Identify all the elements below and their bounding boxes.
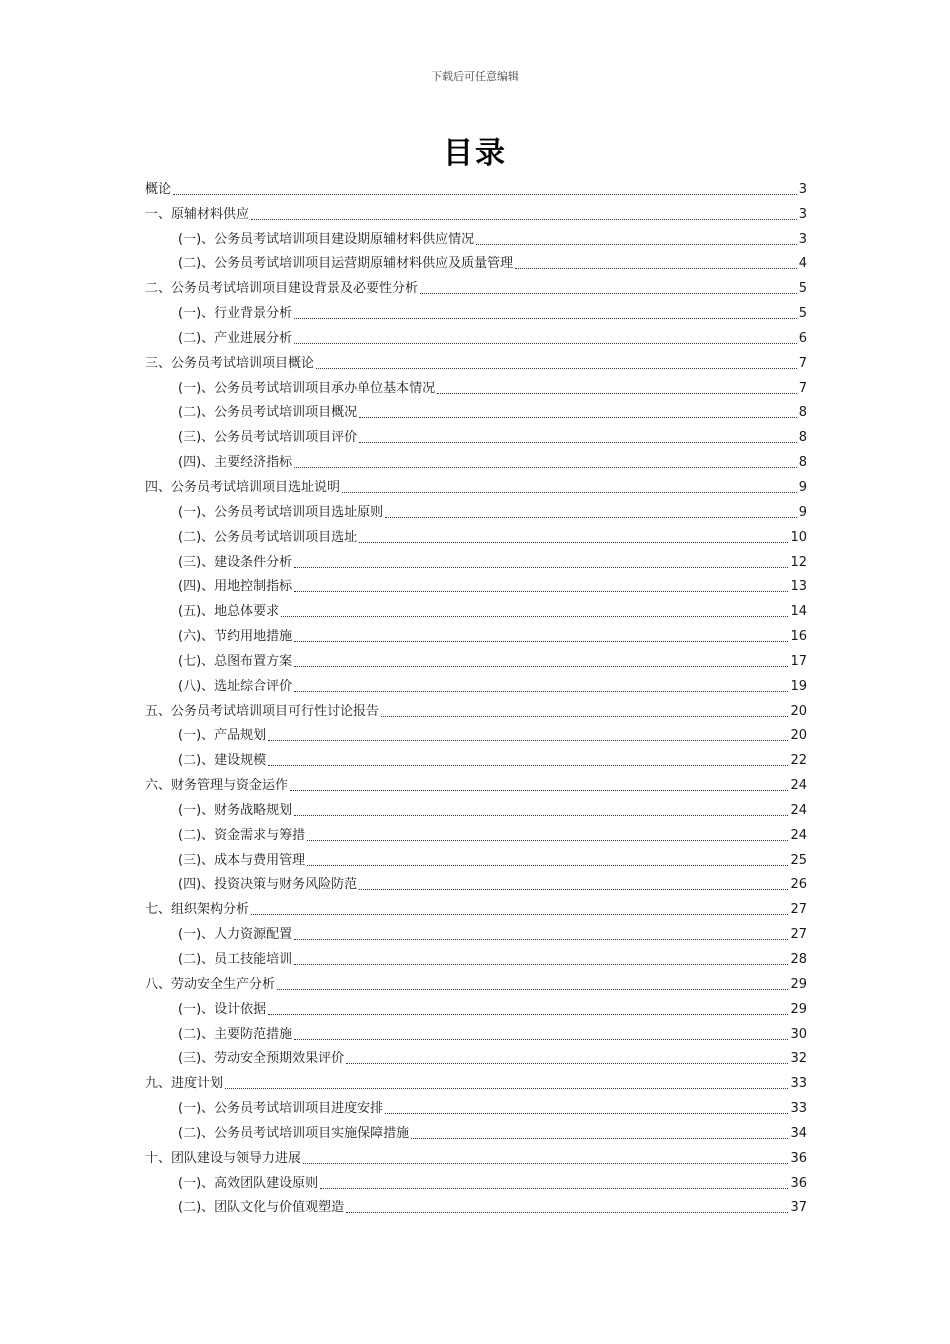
toc-section-entry[interactable] — [145, 574, 807, 599]
toc-dot-leader — [294, 690, 788, 692]
toc-section-entry[interactable] — [145, 325, 807, 350]
toc-page-number: 27 — [790, 902, 807, 918]
toc-dot-leader — [346, 1211, 788, 1213]
toc-dot-leader — [385, 1112, 788, 1114]
toc-entry-title: (二)、公务员考试培训项目实施保障措施 — [178, 1125, 410, 1141]
toc-dot-leader — [294, 640, 788, 642]
toc-dot-leader — [173, 193, 797, 195]
toc-dot-leader — [268, 764, 788, 766]
toc-dot-leader — [290, 789, 788, 791]
toc-page-number: 24 — [790, 802, 807, 818]
toc-page-number: 24 — [790, 778, 807, 794]
toc-dot-leader — [294, 566, 788, 568]
toc-chapter-entry[interactable] — [145, 1145, 807, 1170]
toc-entry-title: 十、团队建设与领导力进展 — [145, 1150, 302, 1166]
toc-chapter-entry[interactable] — [145, 275, 807, 300]
toc-page-number: 20 — [790, 703, 807, 719]
toc-page-number: 16 — [790, 629, 807, 645]
toc-page-number: 10 — [790, 529, 807, 545]
toc-entry-title: 八、劳动安全生产分析 — [145, 976, 276, 992]
toc-section-entry[interactable] — [145, 400, 807, 425]
toc-section-entry[interactable] — [145, 822, 807, 847]
toc-entry-title: 二、公务员考试培训项目建设背景及必要性分析 — [145, 281, 419, 297]
toc-page-number: 6 — [798, 330, 807, 346]
toc-page-number: 14 — [790, 604, 807, 620]
toc-entry-title: (二)、资金需求与筹措 — [178, 827, 306, 843]
toc-chapter-entry[interactable] — [145, 1070, 807, 1095]
toc-entry-title: (二)、公务员考试培训项目选址 — [178, 529, 358, 545]
toc-entry-title: (六)、节约用地措施 — [178, 629, 293, 645]
toc-entry-title: (一)、行业背景分析 — [178, 306, 293, 322]
toc-page-number: 9 — [798, 504, 807, 520]
toc-section-entry[interactable] — [145, 872, 807, 897]
toc-entry-title: 五、公务员考试培训项目可行性讨论报告 — [145, 703, 380, 719]
toc-chapter-entry[interactable] — [145, 698, 807, 723]
toc-section-entry[interactable] — [145, 549, 807, 574]
toc-entry-title: (二)、产业进展分析 — [178, 330, 293, 346]
toc-dot-leader — [515, 267, 797, 269]
toc-dot-leader — [294, 963, 788, 965]
toc-page-number: 33 — [790, 1101, 807, 1117]
toc-dot-leader — [420, 292, 797, 294]
toc-dot-leader — [359, 888, 788, 890]
toc-dot-leader — [346, 1062, 788, 1064]
toc-dot-leader — [437, 392, 797, 394]
toc-section-entry[interactable] — [145, 946, 807, 971]
toc-section-entry[interactable] — [145, 1195, 807, 1220]
toc-entry-title: (四)、主要经济指标 — [178, 455, 293, 471]
toc-dot-leader — [268, 1013, 788, 1015]
toc-dot-leader — [225, 1087, 788, 1089]
toc-page-number: 27 — [790, 927, 807, 943]
toc-page-number: 37 — [790, 1200, 807, 1216]
toc-entry-title: (四)、用地控制指标 — [178, 579, 293, 595]
toc-entry-title: 七、组织架构分析 — [145, 902, 250, 918]
toc-chapter-entry[interactable] — [145, 201, 807, 226]
toc-dot-leader — [294, 342, 797, 344]
toc-entry-title: 三、公务员考试培训项目概论 — [145, 355, 315, 371]
toc-dot-leader — [294, 814, 788, 816]
toc-section-entry[interactable] — [145, 723, 807, 748]
toc-dot-leader — [294, 1038, 788, 1040]
toc-page-number: 4 — [798, 256, 807, 272]
toc-dot-leader — [476, 243, 797, 245]
toc-page-number: 25 — [790, 852, 807, 868]
toc-section-entry[interactable] — [145, 251, 807, 276]
toc-entry-title: (一)、人力资源配置 — [178, 927, 293, 943]
toc-entry-title: (八)、选址综合评价 — [178, 678, 293, 694]
toc-section-entry[interactable] — [145, 623, 807, 648]
toc-page-number: 33 — [790, 1076, 807, 1092]
toc-page-number: 24 — [790, 827, 807, 843]
toc-dot-leader — [281, 615, 788, 617]
toc-chapter-entry[interactable] — [145, 896, 807, 921]
toc-section-entry[interactable] — [145, 673, 807, 698]
toc-section-entry[interactable] — [145, 226, 807, 251]
toc-chapter-entry[interactable] — [145, 772, 807, 797]
toc-section-entry[interactable] — [145, 648, 807, 673]
toc-page-number: 32 — [790, 1051, 807, 1067]
toc-entry-title: (二)、公务员考试培训项目运营期原辅材料供应及质量管理 — [178, 256, 514, 272]
page-header-note: 下载后可任意编辑 — [431, 70, 519, 83]
toc-dot-leader — [294, 590, 788, 592]
toc-entry-title: (三)、劳动安全预期效果评价 — [178, 1051, 345, 1067]
toc-entry-title: 一、原辅材料供应 — [145, 206, 250, 222]
toc-dot-leader — [359, 416, 797, 418]
toc-page-number: 34 — [790, 1125, 807, 1141]
toc-page-number: 28 — [790, 952, 807, 967]
toc-entry-title: (一)、财务战略规划 — [178, 802, 293, 818]
toc-page-number: 29 — [790, 976, 807, 992]
toc-entry-title: (三)、成本与费用管理 — [178, 852, 306, 868]
toc-page-number: 26 — [790, 877, 807, 893]
toc-page-number: 30 — [790, 1026, 807, 1042]
toc-entry-title: (一)、高效团队建设原则 — [178, 1175, 319, 1191]
toc-page-number: 5 — [798, 306, 807, 322]
toc-entry-title: (一)、公务员考试培训项目进度安排 — [178, 1101, 384, 1117]
toc-dot-leader — [385, 516, 797, 518]
toc-entry-title: 四、公务员考试培训项目选址说明 — [145, 479, 341, 495]
toc-dot-leader — [307, 839, 788, 841]
toc-dot-leader — [277, 988, 788, 990]
toc-dot-leader — [411, 1137, 788, 1139]
toc-section-entry[interactable] — [145, 921, 807, 946]
toc-page-number: 9 — [798, 479, 807, 495]
toc-section-entry[interactable] — [145, 449, 807, 474]
toc-entry-title: (一)、公务员考试培训项目建设期原辅材料供应情况 — [178, 231, 475, 247]
toc-dot-leader — [381, 715, 788, 717]
toc-page-number: 5 — [798, 281, 807, 297]
toc-page-number: 3 — [798, 231, 807, 247]
toc-section-entry[interactable] — [145, 847, 807, 872]
toc-dot-leader — [251, 913, 788, 915]
toc-entry-title: (二)、主要防范措施 — [178, 1026, 293, 1042]
toc-section-entry[interactable] — [145, 300, 807, 325]
toc-page-number: 8 — [798, 405, 807, 421]
toc-chapter-entry[interactable] — [145, 350, 807, 375]
toc-section-entry[interactable] — [145, 996, 807, 1021]
toc-entry-title: (二)、建设规模 — [178, 753, 267, 769]
toc-dot-leader — [359, 441, 797, 443]
toc-section-entry[interactable] — [145, 747, 807, 772]
toc-dot-leader — [294, 317, 797, 319]
toc-entry-title: (四)、投资决策与财务风险防范 — [178, 877, 358, 893]
toc-entry-title: 六、财务管理与资金运作 — [145, 778, 289, 794]
toc-dot-leader — [307, 864, 788, 866]
toc-chapter-entry[interactable] — [145, 971, 807, 996]
toc-page-number: 29 — [790, 1001, 807, 1017]
toc-page-number: 7 — [798, 355, 807, 371]
toc-entry-title: (一)、产品规划 — [178, 728, 267, 744]
toc-page-number: 7 — [798, 380, 807, 396]
toc-chapter-entry[interactable] — [145, 176, 807, 201]
toc-dot-leader — [359, 541, 788, 543]
page-title: 目录 — [443, 136, 507, 171]
toc-page-number: 20 — [790, 728, 807, 744]
toc-page-number: 8 — [798, 430, 807, 446]
toc-dot-leader — [316, 367, 797, 369]
toc-dot-leader — [268, 739, 788, 741]
toc-page-number: 8 — [798, 455, 807, 471]
toc-page-number: 13 — [790, 579, 807, 595]
toc-dot-leader — [303, 1162, 788, 1164]
toc-page-number: 12 — [790, 554, 807, 570]
toc-section-entry[interactable] — [145, 424, 807, 449]
toc-section-entry[interactable] — [145, 797, 807, 822]
toc-section-entry[interactable] — [145, 499, 807, 524]
toc-dot-leader — [342, 491, 797, 493]
toc-section-entry[interactable] — [145, 598, 807, 623]
toc-section-entry[interactable] — [145, 524, 807, 549]
toc-section-entry[interactable] — [145, 1095, 807, 1120]
toc-entry-title: (三)、建设条件分析 — [178, 554, 293, 570]
toc-section-entry[interactable] — [145, 1170, 807, 1195]
toc-entry-title: (二)、团队文化与价值观塑造 — [178, 1200, 345, 1216]
toc-page-number: 17 — [790, 653, 807, 669]
toc-entry-title: 概论 — [145, 181, 172, 197]
toc-dot-leader — [320, 1187, 788, 1189]
toc-entry-title: (二)、员工技能培训 — [178, 952, 293, 967]
toc-entry-title: (七)、总图布置方案 — [178, 653, 293, 669]
toc-dot-leader — [294, 466, 797, 468]
toc-page-number: 19 — [790, 678, 807, 694]
table-of-contents — [145, 176, 807, 1219]
toc-page-number: 36 — [790, 1150, 807, 1166]
toc-section-entry[interactable] — [145, 375, 807, 400]
toc-section-entry[interactable] — [145, 1120, 807, 1145]
toc-chapter-entry[interactable] — [145, 474, 807, 499]
toc-page-number: 36 — [790, 1175, 807, 1191]
toc-page-number: 3 — [798, 206, 807, 222]
toc-entry-title: (二)、公务员考试培训项目概况 — [178, 405, 358, 421]
toc-page-number: 22 — [790, 753, 807, 769]
toc-entry-title: (一)、公务员考试培训项目选址原则 — [178, 504, 384, 520]
toc-section-entry[interactable] — [145, 1021, 807, 1046]
toc-entry-title: (五)、地总体要求 — [178, 604, 280, 620]
toc-dot-leader — [294, 938, 788, 940]
toc-page-number: 3 — [798, 181, 807, 197]
toc-section-entry[interactable] — [145, 1046, 807, 1071]
toc-dot-leader — [251, 218, 797, 220]
toc-entry-title: (一)、公务员考试培训项目承办单位基本情况 — [178, 380, 436, 396]
toc-dot-leader — [294, 665, 788, 667]
toc-entry-title: (一)、设计依据 — [178, 1001, 267, 1017]
toc-entry-title: 九、进度计划 — [145, 1076, 224, 1092]
toc-entry-title: (三)、公务员考试培训项目评价 — [178, 430, 358, 446]
